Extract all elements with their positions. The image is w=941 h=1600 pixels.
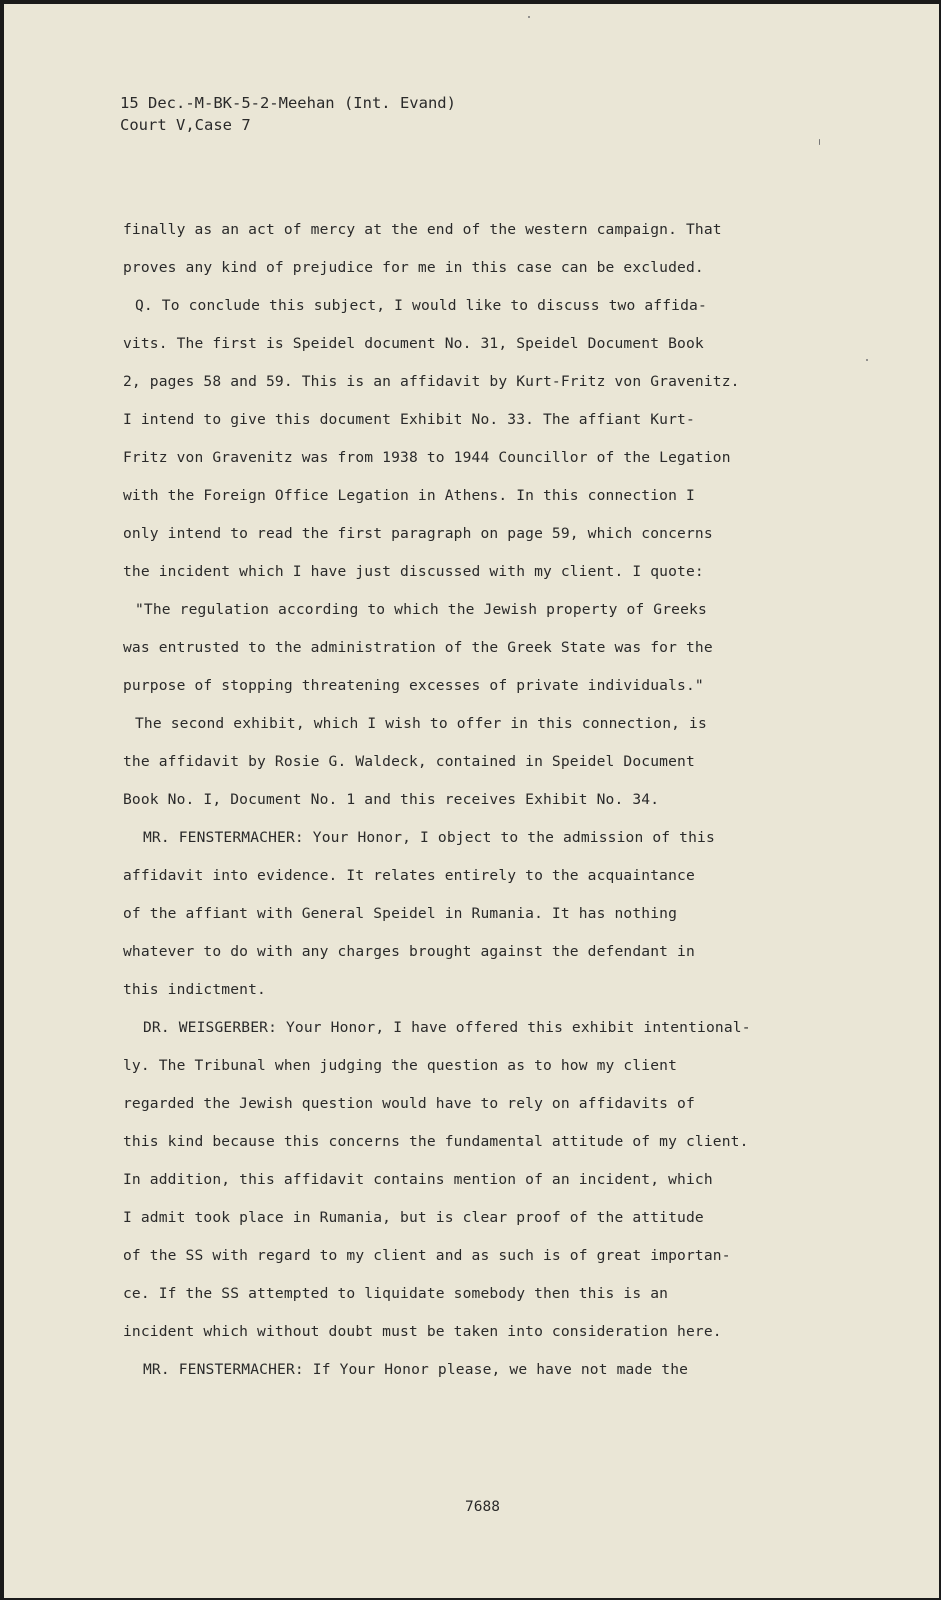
text-line: the affidavit by Rosie G. Waldeck, contained in Speidel Document (123, 753, 695, 770)
text-line: of the affiant with General Speidel in Rumania. It has nothing (123, 905, 678, 922)
header-line-1: 15 Dec.-M-BK-5-2-Meehan (Int. Evand) (120, 94, 456, 112)
text-line: affidavit into evidence. It relates entirely to the acquaintance (123, 867, 695, 884)
paper-speck (866, 359, 868, 361)
text-line: ce. If the SS attempted to liquidate somebody then this is an (123, 1285, 669, 1302)
text-line: of the SS with regard to my client and as such is of great importan- (123, 1247, 731, 1264)
page-number: 7688 (465, 1499, 500, 1515)
text-line: MR. FENSTERMACHER: Your Honor, I object to the admission of this (143, 829, 715, 846)
text-line: MR. FENSTERMACHER: If Your Honor please, we have not made the (143, 1361, 689, 1378)
text-line: incident which without doubt must be taken into consideration here. (123, 1323, 722, 1340)
text-line: In addition, this affidavit contains mention of an incident, which (123, 1171, 713, 1188)
text-line: finally as an act of mercy at the end of the western campaign. That (123, 221, 722, 238)
text-line: ly. The Tribunal when judging the question as to how my client (123, 1057, 678, 1074)
text-line: purpose of stopping threatening excesses of private individuals." (123, 677, 704, 694)
text-line: "The regulation according to which the Jewish property of Greeks (135, 601, 707, 618)
text-line: with the Foreign Office Legation in Athens. In this connection I (123, 487, 695, 504)
text-line: this indictment. (123, 981, 266, 998)
transcript-body (123, 211, 863, 1389)
text-line: DR. WEISGERBER: Your Honor, I have offered this exhibit intentional- (143, 1019, 751, 1036)
text-line: I intend to give this document Exhibit No. 33. The affiant Kurt- (123, 411, 695, 428)
text-line: this kind because this concerns the fundamental attitude of my client. (123, 1133, 749, 1150)
text-line: only intend to read the first paragraph on page 59, which concerns (123, 525, 713, 542)
text-line: Q. To conclude this subject, I would like to discuss two affida- (135, 297, 707, 314)
paper-speck (528, 16, 530, 18)
text-line: 2, pages 58 and 59. This is an affidavit by Kurt-Fritz von Gravenitz. (123, 373, 740, 390)
text-line: proves any kind of prejudice for me in this case can be excluded. (123, 259, 704, 276)
text-line: vits. The first is Speidel document No. 31, Speidel Document Book (123, 335, 704, 352)
header (120, 92, 456, 136)
text-line: was entrusted to the administration of the Greek State was for the (123, 639, 713, 656)
text-line: the incident which I have just discussed with my client. I quote: (123, 563, 704, 580)
text-line: Fritz von Gravenitz was from 1938 to 1944 Councillor of the Legation (123, 449, 731, 466)
text-line: The second exhibit, which I wish to offer in this connection, is (135, 715, 707, 732)
text-line: I admit took place in Rumania, but is clear proof of the attitude (123, 1209, 704, 1226)
text-line: whatever to do with any charges brought against the defendant in (123, 943, 695, 960)
header-line-2: Court V,Case 7 (120, 116, 251, 134)
text-line: regarded the Jewish question would have to rely on affidavits of (123, 1095, 695, 1112)
paper-speck (819, 139, 820, 145)
text-line: Book No. I, Document No. 1 and this receives Exhibit No. 34. (123, 791, 660, 808)
document-page (4, 4, 939, 1598)
